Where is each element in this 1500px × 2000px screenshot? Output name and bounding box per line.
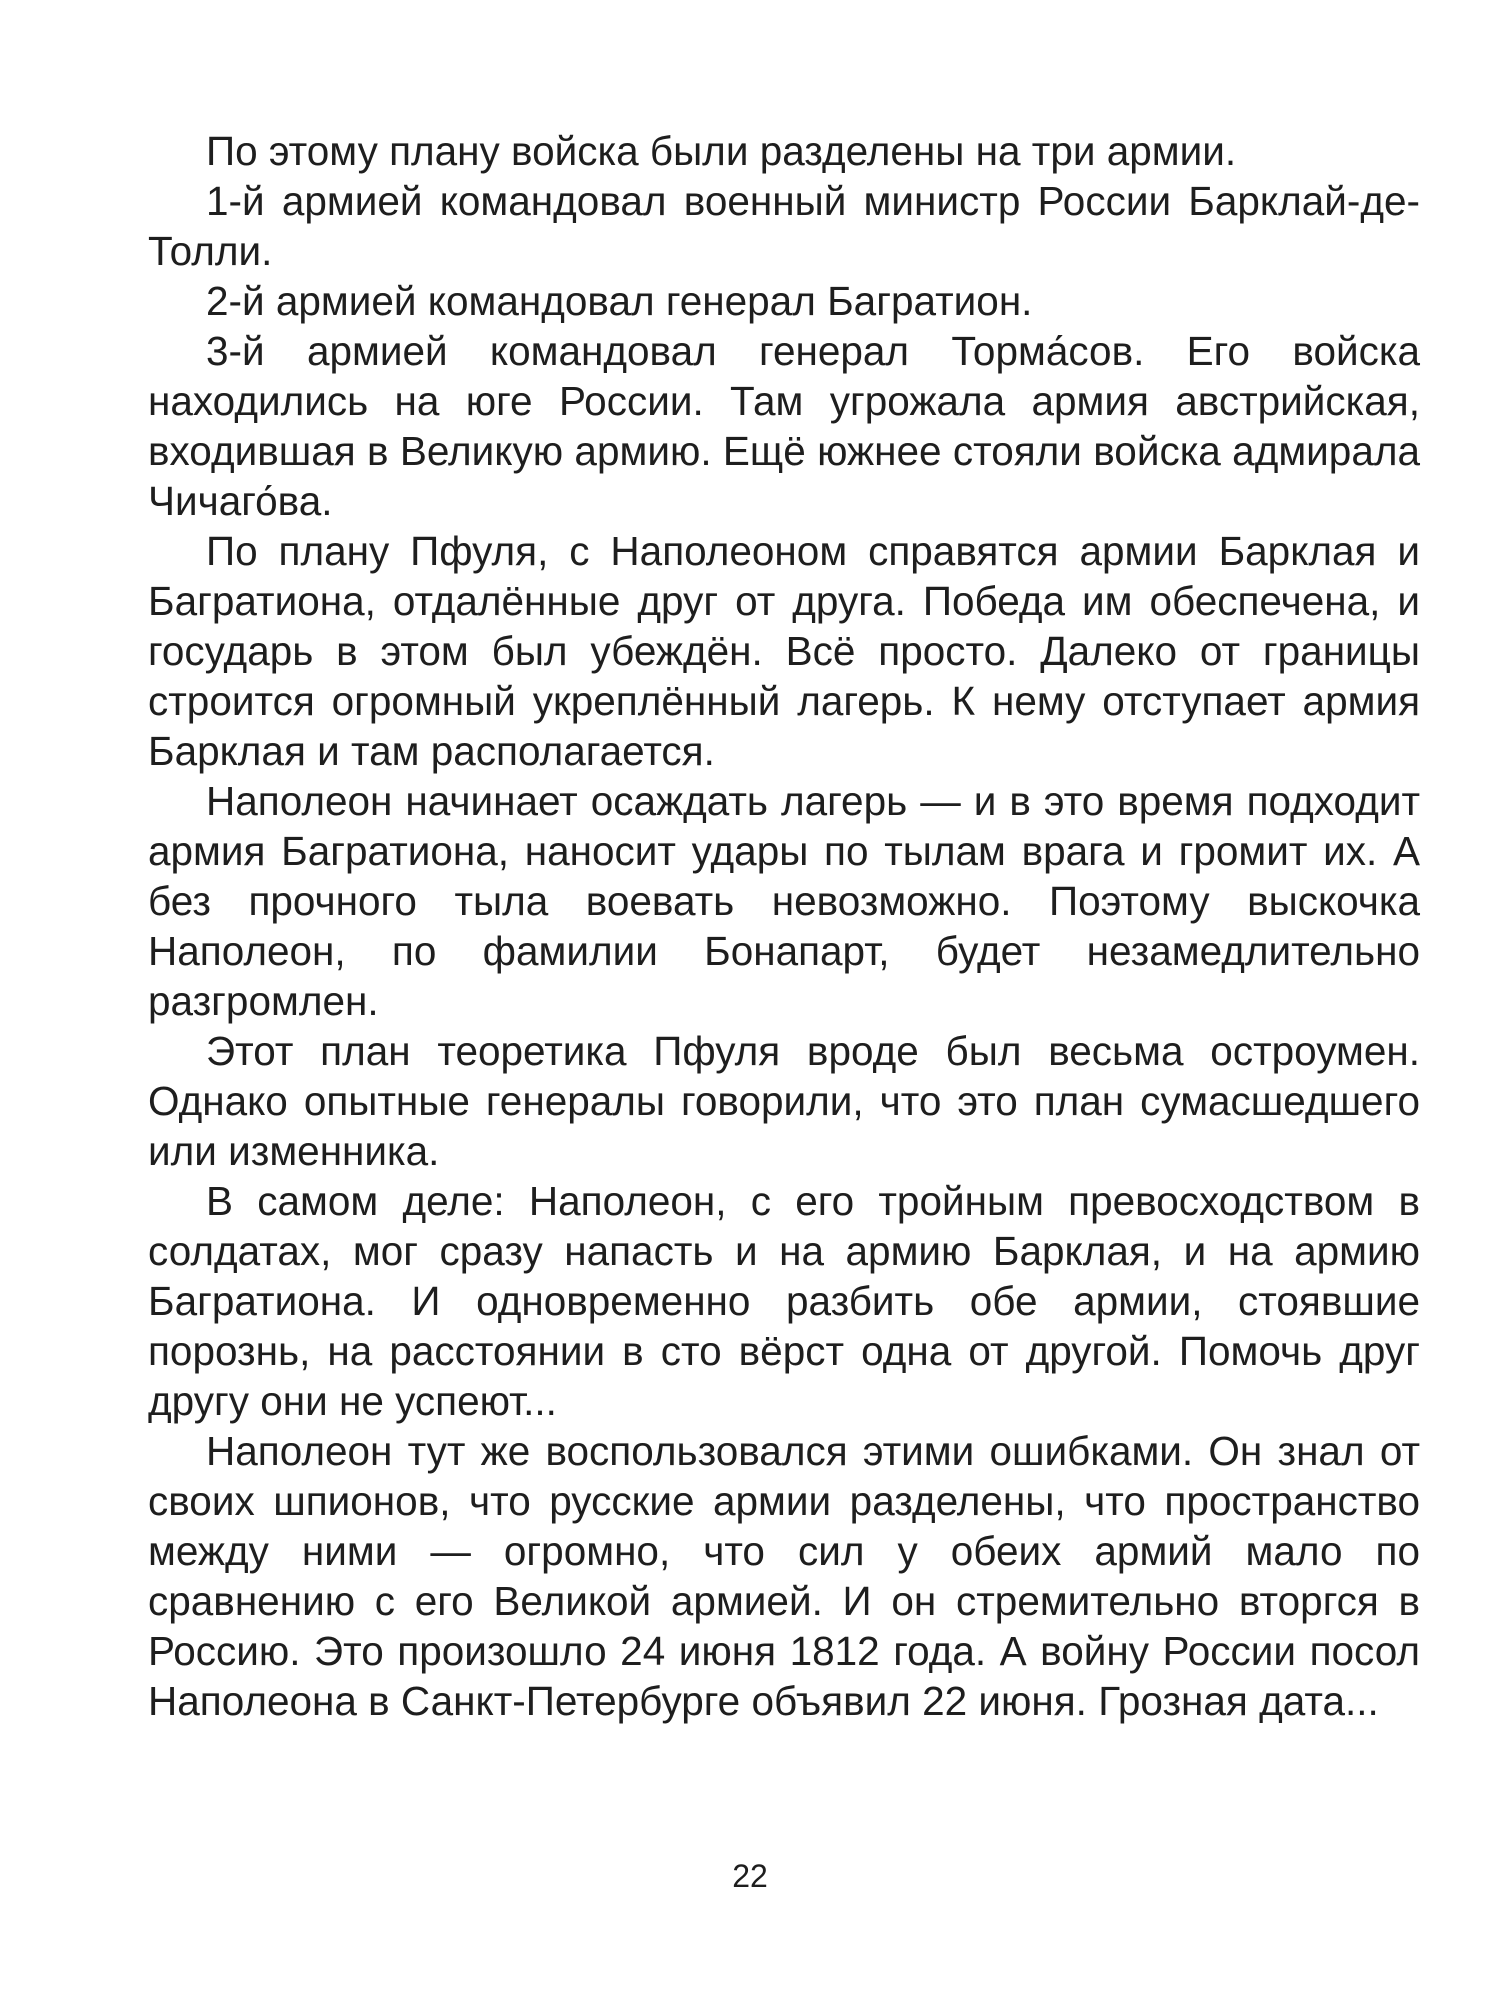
paragraph-3: 2-й армией командовал генерал Багратион.	[206, 278, 1033, 324]
paragraph-4: 3-й армией командовал генерал Торма́сов. Его войска находились на юге России. Там угрожала армия австрийская, входившая в Великую армию. Ещё южнее стояли войска адмирала Чичаго́ва.	[148, 328, 1420, 524]
paragraph-7: Этот план теоретика Пфуля вроде был весьма остроумен. Однако опытные генералы говорили, что это план сумасшедшего или изменника.	[148, 1028, 1420, 1174]
paragraph-2: 1-й армией командовал военный министр России Барклай-де-Толли.	[148, 178, 1420, 274]
paragraph-6: Наполеон начинает осаждать лагерь — и в это время подходит армия Багратиона, наносит удары по тылам врага и громит их. А без прочного тыла воевать невозможно. Поэтому выскочка Наполеон, по фамилии Бонапарт, будет незамедлительно разгромлен.	[148, 778, 1420, 1024]
page-body	[148, 126, 1420, 1726]
paragraph-8: В самом деле: Наполеон, с его тройным превосходством в солдатах, мог сразу напасть и на армию Барклая, и на армию Багратиона. И одновременно разбить обе армии, стоявшие порознь, на расстоянии в сто вёрст одна от другой. Помочь друг другу они не успеют...	[148, 1178, 1420, 1424]
paragraph-5: По плану Пфуля, с Наполеоном справятся армии Барклая и Багратиона, отдалённые друг от друга. Победа им обеспечена, и государь в этом был убеждён. Всё просто. Далеко от границы строится огромный укреплённый лагерь. К нему отступает армия Барклая и там располагается.	[148, 528, 1420, 774]
paragraph-1: По этому плану войска были разделены на три армии.	[206, 128, 1237, 174]
page-number: 22	[732, 1858, 768, 1894]
paragraph-9: Наполеон тут же воспользовался этими ошибками. Он знал от своих шпионов, что русские армии разделены, что пространство между ними — огромно, что сил у обеих армий мало по сравнению с его Великой армией. И он стремительно вторгся в Россию. Это произошло 24 июня 1812 года. А войну России посол Наполеона в Санкт-Петербурге объявил 22 июня. Грозная дата...	[148, 1428, 1420, 1724]
